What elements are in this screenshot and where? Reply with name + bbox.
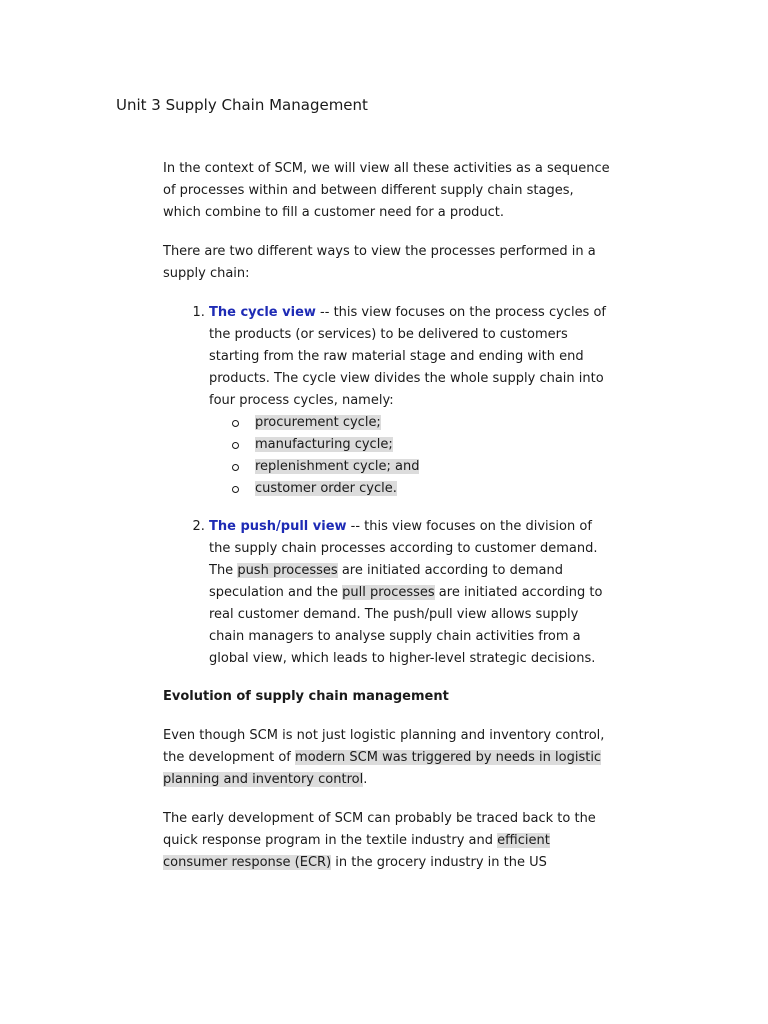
ecr-highlight: efficient consumer response (ECR): [163, 833, 550, 870]
push-pull-text-a: -- this view focuses on the division of the supply chain processes according to customer demand. The: [209, 519, 598, 578]
evolution-p2-text-a: The early development of SCM can probably be traced back to the quick response program in the textile industry and: [163, 811, 596, 848]
evolution-paragraph-1: [163, 725, 613, 791]
list-item-cycle: [255, 456, 613, 478]
push-processes-highlight: push processes: [237, 563, 338, 578]
page-title: Unit 3 Supply Chain Management: [116, 96, 368, 114]
evolution-heading: Evolution of supply chain management: [163, 689, 449, 704]
cycle-view-term: The cycle view: [209, 305, 316, 320]
document-body: [163, 158, 613, 891]
cycle-highlight: manufacturing cycle;: [255, 437, 393, 452]
evolution-p2-text-b: in the grocery industry in the US: [331, 855, 547, 870]
cycles-list: [209, 412, 613, 500]
list-item-cycle: [255, 478, 613, 500]
list-item-cycle: [255, 434, 613, 456]
intro-paragraph: In the context of SCM, we will view all these activities as a sequence of processes within and between different supply chain stages, which combine to fill a customer need for a product.: [163, 161, 610, 220]
push-pull-view-term: The push/pull view: [209, 519, 347, 534]
cycle-highlight: replenishment cycle; and: [255, 459, 420, 474]
evolution-p1-text-b: .: [363, 772, 368, 787]
cycle-highlight: customer order cycle.: [255, 481, 397, 496]
evolution-p1-text-a: Even though SCM is not just logistic planning and inventory control, the development of: [163, 728, 605, 765]
cycle-view-text: -- this view focuses on the process cycles of the products (or services) to be delivered to customers starting from the raw material stage and ending with end products. The cycle view divides the whole supply chain into four process cycles, namely:: [209, 305, 606, 408]
list-item-cycle: [255, 412, 613, 434]
cycle-highlight: procurement cycle;: [255, 415, 381, 430]
list-item-cycle-view: [209, 302, 613, 500]
pull-processes-highlight: pull processes: [342, 585, 435, 600]
evolution-paragraph-2: [163, 808, 613, 874]
push-pull-text-b: are initiated according to demand speculation and the: [209, 563, 563, 600]
views-list: [163, 302, 613, 670]
list-item-push-pull-view: [209, 516, 613, 670]
push-pull-text-c: are initiated according to real customer demand. The push/pull view allows supply chain managers to analyse supply chain activities from a global view, which leads to higher-level strategic decisions.: [209, 585, 603, 666]
two-ways-paragraph: There are two different ways to view the processes performed in a supply chain:: [163, 244, 596, 281]
modern-scm-highlight: modern SCM was triggered by needs in logistic planning and inventory control: [163, 750, 602, 787]
